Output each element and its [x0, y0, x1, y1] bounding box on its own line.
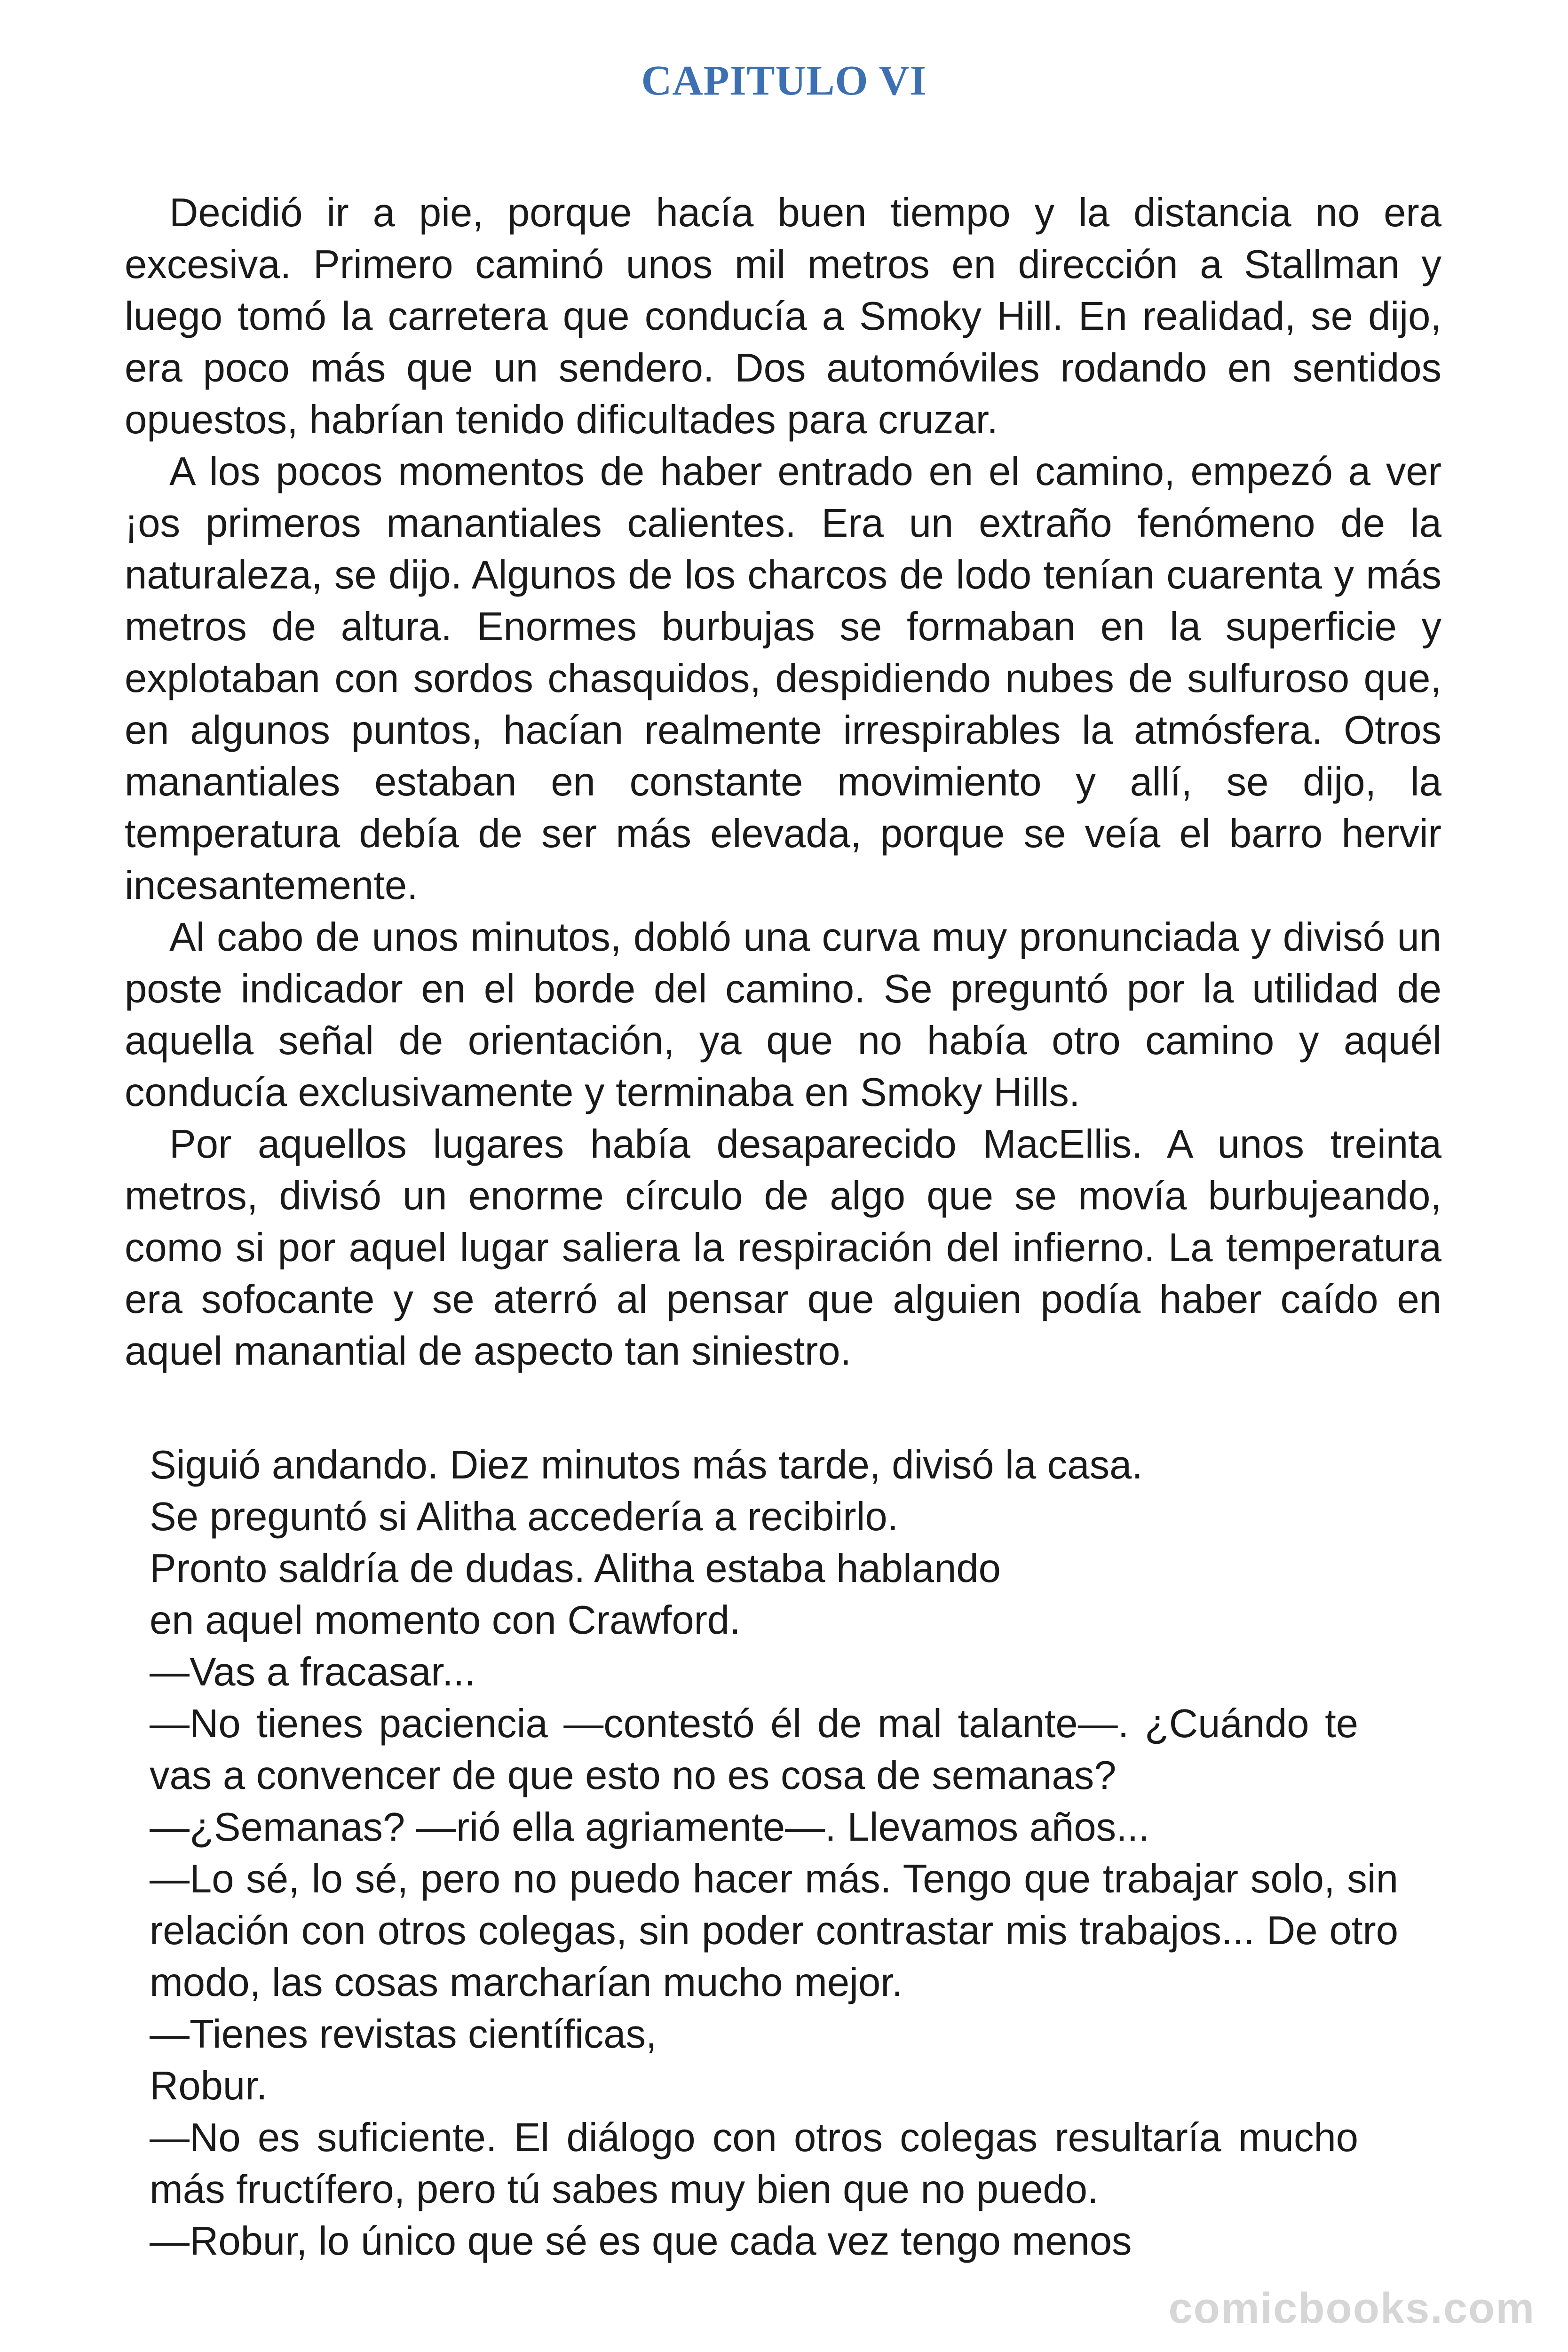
- paragraph: Por aquellos lugares había desaparecido MacEllis. A unos treinta metros, divisó un enorme círculo de algo que se movía burbujeando, como si por aquel lugar saliera la respiración del infierno. La temperatura era sofocante y se aterró al pensar que alguien podía haber caído en aquel manantial de aspecto tan siniestro.: [125, 1122, 1441, 1374]
- dialogue-line: Pronto saldría de dudas. Alitha estaba hablando: [150, 1546, 1001, 1591]
- dialogue-line: Siguió andando. Diez minutos más tarde, divisó la casa.: [150, 1443, 1143, 1487]
- dialogue-line: en aquel momento con Crawford.: [150, 1598, 741, 1643]
- dialogue-line: —¿Semanas? —rió ella agriamente—. Llevamos años...: [150, 1805, 1149, 1850]
- chapter-title: CAPITULO VI: [641, 57, 927, 104]
- dialogue-line: —Lo sé, lo sé, pero no puedo hacer más. Tengo que trabajar solo, sin relación con otros colegas, sin poder contrastar mis trabajos... De otro modo, las cosas marcharían mucho mejor.: [150, 1857, 1398, 2005]
- paragraph: Decidió ir a pie, porque hacía buen tiempo y la distancia no era excesiva. Primero caminó unos mil metros en dirección a Stallman y luego tomó la carretera que conducía a Smoky Hill. En realidad, se dijo, era poco más que un sendero. Dos automóviles rodando en sentidos opuestos, habrían tenido dificultades para cruzar.: [125, 191, 1441, 442]
- dialogue-line: Robur.: [150, 2064, 268, 2108]
- dialogue-line: —No es suficiente. El diálogo con otros colegas resultaría mucho más fructífero, pero tú sabes muy bien que no puedo.: [150, 2115, 1358, 2212]
- dialogue-line: —No tienes paciencia —contestó él de mal talante—. ¿Cuándo te vas a convencer de que esto no es cosa de semanas?: [150, 1701, 1358, 1798]
- dialogue-line: —Robur, lo único que sé es que cada vez tengo menos: [150, 2219, 1132, 2264]
- narrative-text: [125, 187, 1441, 1377]
- watermark: comicbooks.com: [1168, 2284, 1535, 2332]
- dialogue-block: [150, 1439, 1398, 2267]
- dialogue-line: Se preguntó si Alitha accedería a recibirlo.: [150, 1494, 899, 1539]
- dialogue-line: —Tienes revistas científicas,: [150, 2012, 657, 2057]
- paragraph: Al cabo de unos minutos, dobló una curva muy pronunciada y divisó un poste indicador en el borde del camino. Se preguntó por la utilidad de aquella señal de orientación, ya que no había otro camino y aquél conducía exclusivamente y terminaba en Smoky Hills.: [125, 915, 1441, 1115]
- dialogue-line: —Vas a fracasar...: [150, 1650, 475, 1694]
- paragraph: A los pocos momentos de haber entrado en el camino, empezó a ver ¡os primeros manantiales calientes. Era un extraño fenómeno de la naturaleza, se dijo. Algunos de los charcos de lodo tenían cuarenta y más metros de altura. Enormes burbujas se formaban en la superficie y explotaban con sordos chasquidos, despidiendo nubes de sulfuroso que, en algunos puntos, hacían realmente irrespirables la atmósfera. Otros manantiales estaban en constante movimiento y allí, se dijo, la temperatura debía de ser más elevada, porque se veía el barro hervir incesantemente.: [125, 449, 1441, 908]
